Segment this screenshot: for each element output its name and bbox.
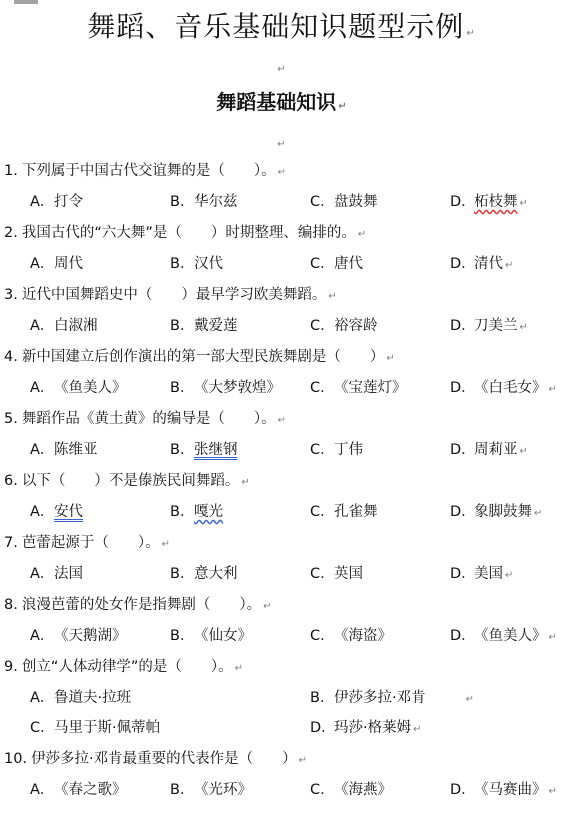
option-text: 《天鹅湖》 <box>54 628 127 644</box>
question-list <box>0 157 563 807</box>
option-d <box>310 714 422 742</box>
option-letter: C． <box>310 194 335 210</box>
paragraph-mark: ↵ <box>277 415 286 426</box>
option-d <box>450 436 528 464</box>
option-letter: C． <box>310 628 335 644</box>
option-text: 孔雀舞 <box>334 504 378 520</box>
option-text: 马里于斯·佩蒂帕 <box>54 720 161 736</box>
paragraph-mark: ↵ <box>386 353 395 364</box>
option-b <box>170 188 238 216</box>
paragraph-mark: ↵ <box>298 755 308 766</box>
option-text: 伊莎多拉·邓肯 <box>334 690 426 706</box>
paragraph-mark: ↵ <box>161 539 170 550</box>
option-c <box>30 714 160 742</box>
option-c <box>310 560 363 588</box>
options-row <box>0 312 563 340</box>
option-letter: A． <box>30 194 55 210</box>
question-stem <box>4 529 170 557</box>
question-5 <box>0 405 563 467</box>
option-text: 盘鼓舞 <box>334 194 378 210</box>
question-number: 9. <box>4 659 18 675</box>
option-letter: D． <box>450 442 476 458</box>
option-c <box>310 776 392 804</box>
paragraph-mark: ↵ <box>328 291 337 302</box>
option-text: 柘枝舞 <box>474 194 518 210</box>
question-text: 芭蕾起源于（ ）。 <box>21 535 160 551</box>
option-letter: D． <box>450 504 476 520</box>
option-text: 《大梦敦煌》 <box>194 380 281 396</box>
paragraph-mark: ↵ <box>466 28 476 39</box>
blank-paragraph-mark: ↵ <box>277 139 286 150</box>
option-letter: A． <box>30 690 55 706</box>
question-text: 以下（ ）不是傣族民间舞蹈。 <box>21 473 240 489</box>
paragraph-mark: ↵ <box>357 229 367 240</box>
option-text: 裕容龄 <box>334 318 378 334</box>
question-stem <box>4 591 271 619</box>
paragraph-mark: ↵ <box>241 477 250 488</box>
option-text: 安代 <box>54 504 83 520</box>
paragraph-mark: ↵ <box>413 724 422 735</box>
option-c <box>310 622 392 650</box>
option-c <box>310 188 378 216</box>
option-c <box>310 250 363 278</box>
options-row <box>0 714 563 742</box>
option-text: 嘎光 <box>194 504 223 520</box>
option-d <box>450 776 557 804</box>
option-text: 《光环》 <box>194 782 252 798</box>
option-letter: D． <box>450 256 476 272</box>
option-letter: C． <box>310 442 335 458</box>
paragraph-mark: ↵ <box>548 632 557 643</box>
paragraph-mark: ↵ <box>465 694 474 705</box>
question-stem <box>4 745 307 773</box>
paragraph-mark: ↵ <box>519 446 528 457</box>
option-letter: C． <box>310 782 335 798</box>
option-c <box>310 436 363 464</box>
option-a <box>30 560 83 588</box>
document-title-text: 舞蹈、音乐基础知识题型示例 <box>87 10 465 43</box>
options-row <box>0 250 563 278</box>
option-letter: D． <box>450 194 476 210</box>
paragraph-mark: ↵ <box>548 786 557 797</box>
paragraph-mark: ↵ <box>519 322 528 333</box>
option-d <box>450 312 528 340</box>
option-a <box>30 250 83 278</box>
question-number: 3. <box>4 287 18 303</box>
question-stem <box>4 219 366 247</box>
paragraph-mark: ↵ <box>234 663 244 674</box>
question-text: 舞蹈作品《黄土黄》的编导是（ ）。 <box>21 411 276 427</box>
option-letter: A． <box>30 782 55 798</box>
option-letter: C． <box>310 318 335 334</box>
question-text: 下列属于中国古代交谊舞的是（ ）。 <box>21 163 276 179</box>
option-c <box>310 498 378 526</box>
option-text: 《仙女》 <box>194 628 252 644</box>
option-letter: B． <box>170 442 195 458</box>
question-stem <box>4 653 243 681</box>
question-stem <box>4 157 286 185</box>
option-text: 《海盗》 <box>334 628 392 644</box>
option-text: 张继钢 <box>194 442 238 458</box>
option-letter: B． <box>170 380 195 396</box>
option-letter: B． <box>170 504 195 520</box>
options-row <box>0 560 563 588</box>
options-row <box>0 374 563 402</box>
option-letter: A． <box>30 442 55 458</box>
paragraph-mark: ↵ <box>277 167 286 178</box>
option-text: 象脚鼓舞 <box>474 504 532 520</box>
option-text: 周代 <box>54 256 83 272</box>
option-letter: B． <box>170 566 195 582</box>
option-letter: D． <box>310 720 336 736</box>
option-text: 《春之歌》 <box>54 782 127 798</box>
option-letter: C． <box>310 504 335 520</box>
options-row <box>0 188 563 216</box>
option-text: 戴爱莲 <box>194 318 238 334</box>
option-b <box>170 776 252 804</box>
option-letter: C． <box>310 566 335 582</box>
option-letter: B． <box>170 318 195 334</box>
question-stem <box>4 343 395 371</box>
option-text: 丁伟 <box>334 442 363 458</box>
options-row <box>0 684 563 712</box>
question-4 <box>0 343 563 405</box>
option-text: 周莉亚 <box>474 442 518 458</box>
question-number: 1. <box>4 163 18 179</box>
question-stem <box>4 281 337 309</box>
option-a <box>30 776 127 804</box>
options-row <box>0 436 563 464</box>
option-letter: A． <box>30 380 55 396</box>
option-letter: D． <box>450 628 476 644</box>
paragraph-mark: ↵ <box>263 601 272 612</box>
option-a <box>30 684 131 712</box>
option-c <box>310 374 407 402</box>
option-b <box>310 684 474 712</box>
paragraph-mark: ↵ <box>548 384 557 395</box>
paragraph-mark: ↵ <box>338 101 347 112</box>
options-row <box>0 498 563 526</box>
question-2 <box>0 219 563 281</box>
options-row <box>0 622 563 650</box>
option-b <box>170 312 238 340</box>
option-letter: A． <box>30 256 55 272</box>
option-b <box>170 498 223 526</box>
option-text: 《马赛曲》 <box>474 782 547 798</box>
option-a <box>30 188 83 216</box>
question-9 <box>0 653 563 745</box>
question-number: 7. <box>4 535 18 551</box>
option-a <box>30 498 83 526</box>
option-letter: D． <box>450 782 476 798</box>
option-d <box>450 622 557 650</box>
question-1 <box>0 157 563 219</box>
section-title-text: 舞蹈基础知识 <box>216 90 337 114</box>
option-letter: D． <box>450 380 476 396</box>
option-text: 玛莎·格莱姆 <box>334 720 412 736</box>
option-b <box>170 250 223 278</box>
paragraph-mark: ↵ <box>505 570 514 581</box>
question-stem <box>4 405 286 433</box>
option-letter: A． <box>30 628 55 644</box>
option-letter: A． <box>30 504 55 520</box>
option-letter: D． <box>450 566 476 582</box>
blank-paragraph-mark: ↵ <box>277 64 286 75</box>
option-letter: C． <box>30 720 55 736</box>
option-letter: B． <box>170 194 195 210</box>
question-7 <box>0 529 563 591</box>
question-text: 创立“人体动律学”的是（ ）。 <box>21 659 233 675</box>
option-a <box>30 374 127 402</box>
option-text: 清代 <box>474 256 503 272</box>
option-d <box>450 250 513 278</box>
question-number: 2. <box>4 225 18 241</box>
option-text: 《宝莲灯》 <box>334 380 407 396</box>
question-8 <box>0 591 563 653</box>
option-letter: A． <box>30 566 55 582</box>
option-text: 陈维亚 <box>54 442 98 458</box>
option-b <box>170 560 238 588</box>
option-letter: C． <box>310 256 335 272</box>
question-text: 近代中国舞蹈史中（ ）最早学习欧美舞蹈。 <box>21 287 327 303</box>
question-6 <box>0 467 563 529</box>
option-letter: B． <box>170 628 195 644</box>
question-number: 6. <box>4 473 18 489</box>
option-a <box>30 312 98 340</box>
question-3 <box>0 281 563 343</box>
question-10 <box>0 745 563 807</box>
page-header-fragment <box>14 0 38 4</box>
question-number: 4. <box>4 349 18 365</box>
option-letter: B． <box>170 256 195 272</box>
option-text: 美国 <box>474 566 503 582</box>
option-letter: D． <box>450 318 476 334</box>
question-text: 我国古代的“六大舞”是（ ）时期整理、编排的。 <box>21 225 356 241</box>
option-a <box>30 622 127 650</box>
option-b <box>170 436 238 464</box>
option-text: 《鱼美人》 <box>474 628 547 644</box>
question-text: 浪漫芭蕾的处女作是指舞剧（ ）。 <box>21 597 262 613</box>
question-stem <box>4 467 250 495</box>
question-text: 新中国建立后创作演出的第一部大型民族舞剧是（ ） <box>21 349 385 365</box>
option-text: 意大利 <box>194 566 238 582</box>
option-text: 华尔兹 <box>194 194 238 210</box>
option-text: 《白毛女》 <box>474 380 547 396</box>
option-text: 鲁道夫·拉班 <box>54 690 132 706</box>
question-number: 10. <box>4 751 28 767</box>
question-number: 5. <box>4 411 18 427</box>
question-text: 伊莎多拉·邓肯最重要的代表作是（ ） <box>31 751 297 767</box>
paragraph-mark: ↵ <box>534 508 543 519</box>
option-d <box>450 498 542 526</box>
question-number: 8. <box>4 597 18 613</box>
option-c <box>310 312 378 340</box>
option-b <box>170 374 281 402</box>
paragraph-mark: ↵ <box>519 198 528 209</box>
paragraph-mark: ↵ <box>505 260 514 271</box>
option-text: 《鱼美人》 <box>54 380 127 396</box>
option-text: 汉代 <box>194 256 223 272</box>
option-text: 刀美兰 <box>474 318 518 334</box>
option-text: 唐代 <box>334 256 363 272</box>
option-text: 《海燕》 <box>334 782 392 798</box>
options-row <box>0 776 563 804</box>
document-title <box>0 10 563 44</box>
option-text: 英国 <box>334 566 363 582</box>
option-letter: A． <box>30 318 55 334</box>
option-d <box>450 374 557 402</box>
option-b <box>170 622 252 650</box>
option-d <box>450 188 528 216</box>
option-text: 法国 <box>54 566 83 582</box>
option-d <box>450 560 513 588</box>
option-text: 打令 <box>54 194 83 210</box>
option-letter: B． <box>170 782 195 798</box>
section-title <box>0 89 563 115</box>
option-a <box>30 436 98 464</box>
option-letter: B． <box>310 690 335 706</box>
option-text: 白淑湘 <box>54 318 98 334</box>
option-letter: C． <box>310 380 335 396</box>
